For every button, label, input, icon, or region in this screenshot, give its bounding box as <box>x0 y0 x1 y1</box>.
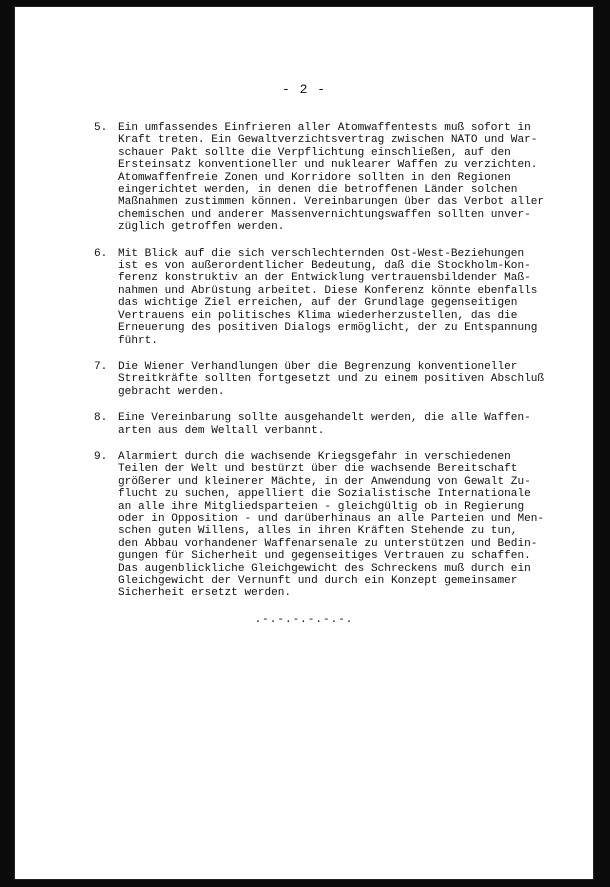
item-text <box>118 451 564 600</box>
text-line: Maßnahmen zustimmen können. Vereinbarungen über das Verbot aller <box>118 196 545 209</box>
item-number: 5. <box>94 122 108 134</box>
text-line: an alle ihre Mitgliedsparteien - gleichgültig ob in Regierung <box>118 500 525 513</box>
text-line: Ein umfassendes Einfrieren aller Atomwaffentests muß sofort in <box>118 122 531 134</box>
item-text <box>118 361 564 398</box>
item-number: 8. <box>94 412 108 425</box>
list-item <box>94 451 564 600</box>
text-line: Das augenblickliche Gleichgewicht des Schreckens muß durch ein <box>118 562 531 575</box>
item-text <box>118 412 564 437</box>
text-line: züglich getroffen werden. <box>118 221 285 234</box>
list-item <box>94 248 564 347</box>
item-number: 9. <box>94 450 108 463</box>
item-text <box>118 122 564 234</box>
list-item <box>94 122 564 234</box>
text-line: flucht zu suchen, appelliert die Sozialistische Internationale <box>118 488 531 501</box>
text-line: nahmen und Abrüstung arbeitet. Diese Konferenz könnte ebenfalls <box>118 284 538 297</box>
numbered-list <box>94 122 564 614</box>
text-line: das wichtige Ziel erreichen, auf der Grundlage gegenseitigen <box>118 297 518 310</box>
text-line: Mit Blick auf die sich verschlechternden Ost-West-Beziehungen <box>118 247 525 260</box>
text-line: Vertrauens ein politisches Klima wiederherzustellen, das die <box>118 309 518 322</box>
text-line: führt. <box>118 334 158 347</box>
text-line: Streitkräfte sollten fortgesetzt und zu einem positiven Abschluß <box>118 373 545 386</box>
text-line: oder in Opposition - und darüberhinaus an alle Parteien und Men- <box>118 512 545 525</box>
text-line: größerer und kleinerer Mächte, in der Anwendung von Gewalt Zu- <box>118 475 531 488</box>
text-line: gebracht werden. <box>118 385 225 398</box>
text-line: ist es von außerordentlicher Bedeutung, daß die Stockholm-Kon- <box>118 260 531 273</box>
item-number: 7. <box>94 360 108 373</box>
text-line: Ersteinsatz konventioneller und nuklearer Waffen zu verzichten. <box>118 159 538 172</box>
text-line: schen guten Willens, alles in ihren Kräften Stehende zu tun, <box>118 525 518 538</box>
text-line: eingerichtet werden, in denen die betroffenen Länder solchen <box>118 184 518 197</box>
text-line: Eine Vereinbarung sollte ausgehandelt werden, die alle Waffen- <box>118 412 531 425</box>
text-line: Kraft treten. Ein Gewaltverzichtsvertrag zwischen NATO und War- <box>118 134 538 147</box>
end-mark: .-.-.-.-.-.-. <box>254 614 354 626</box>
page-number: - 2 - <box>281 82 326 97</box>
item-text <box>118 248 564 347</box>
text-line: ferenz konstruktiv an der Entwicklung vertrauensbildender Maß- <box>118 272 531 285</box>
text-line: chemischen und anderer Massenvernichtungswaffen sollten unver- <box>118 208 531 221</box>
document-page <box>14 6 594 880</box>
text-line: Die Wiener Verhandlungen über die Begrenzung konventioneller <box>118 360 518 373</box>
text-line: den Abbau vorhandener Waffenarsenale zu unterstützen und Bedin- <box>118 537 538 550</box>
list-item <box>94 412 564 437</box>
text-line: arten aus dem Weltall verbannt. <box>118 424 325 437</box>
text-line: Sicherheit ersetzt werden. <box>118 587 292 600</box>
text-line: Teilen der Welt und bestürzt über die wachsende Bereitschaft <box>118 463 518 476</box>
item-number: 6. <box>94 247 108 260</box>
list-item <box>94 361 564 398</box>
text-line: Alarmiert durch die wachsende Kriegsgefahr in verschiedenen <box>118 450 511 463</box>
text-line: schauer Pakt sollte die Verpflichtung einschließen, auf den <box>118 146 511 159</box>
text-line: Erneuerung des positiven Dialogs ermöglicht, der zu Entspannung <box>118 322 538 335</box>
text-line: gungen für Sicherheit und gegenseitiges Vertrauen zu schaffen. <box>118 550 531 563</box>
text-line: Gleichgewicht der Vernunft und durch ein Konzept gemeinsamer <box>118 575 518 587</box>
text-line: Atomwaffenfreie Zonen und Korridore sollten in den Regionen <box>118 171 511 184</box>
